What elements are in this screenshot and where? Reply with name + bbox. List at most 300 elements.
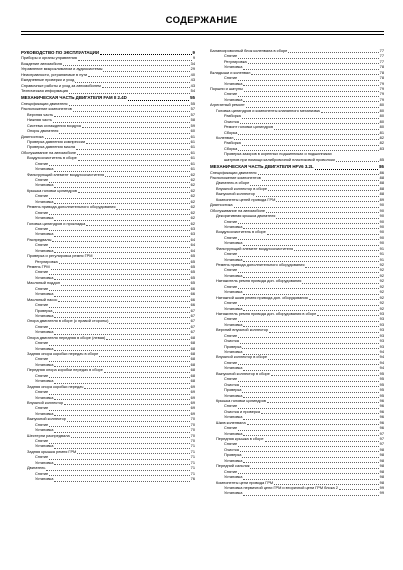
toc-dot-leader bbox=[238, 318, 378, 322]
toc-page-number: 62 bbox=[190, 198, 195, 204]
toc-dot-leader bbox=[49, 287, 189, 291]
toc-dot-leader bbox=[238, 285, 378, 289]
toc-dot-leader bbox=[71, 434, 190, 438]
toc-entry-title: Снятие bbox=[35, 302, 49, 308]
toc-entry-title: Система охлаждения воздуха bbox=[27, 122, 81, 128]
toc-entry-title: Снятие bbox=[35, 193, 49, 199]
toc-page-number: 66 bbox=[190, 302, 195, 308]
toc-page-number: 92 bbox=[379, 278, 384, 284]
toc-page-number: 43 bbox=[190, 77, 195, 83]
toc-page-number: 80 bbox=[379, 102, 384, 108]
toc-page-number: 90 bbox=[379, 213, 384, 219]
toc-page-number: 98 bbox=[379, 457, 384, 463]
toc-dot-leader bbox=[238, 236, 378, 240]
toc-dot-leader bbox=[54, 293, 189, 297]
toc-page-number: 62 bbox=[190, 177, 195, 183]
toc-entry-title: Разборка bbox=[224, 140, 241, 146]
toc-page-number: 69 bbox=[190, 400, 195, 405]
toc-dot-leader bbox=[49, 391, 189, 395]
toc-dot-leader bbox=[305, 264, 378, 268]
toc-page-number: 59 bbox=[190, 122, 195, 128]
toc-page-number: 94 bbox=[379, 349, 384, 355]
title-rule-top bbox=[21, 31, 384, 32]
toc-page-number: 88 bbox=[379, 175, 384, 181]
toc-page-number: 67 bbox=[190, 307, 195, 313]
toc-entry-title: Снятие bbox=[224, 425, 238, 431]
page-title: СОДЕРЖАНИЕ bbox=[165, 15, 238, 26]
toc-entry-title: Коленвал bbox=[216, 135, 234, 140]
toc-page-number: 69 bbox=[190, 383, 195, 389]
toc-entry-title: Установка bbox=[224, 272, 243, 278]
toc-entry-title: Двигатель bbox=[27, 465, 46, 471]
toc-entry-title: Обслуживание на автомобиле bbox=[21, 149, 77, 155]
toc-entry-title: Расположение компонентов bbox=[21, 106, 72, 112]
toc-page-number: 60 bbox=[190, 128, 195, 134]
toc-entry-title: Установка bbox=[224, 64, 243, 70]
toc-entry-title: Проверка bbox=[224, 343, 242, 349]
toc-page-number: 98 bbox=[379, 463, 384, 469]
toc-page-number: 68 bbox=[190, 345, 195, 351]
toc-entry-title: Передняя крышка в сборе bbox=[216, 436, 264, 442]
toc-entry bbox=[210, 197, 384, 202]
toc-dot-leader bbox=[242, 389, 378, 393]
toc-entry-title: Впускной коллектор в сборе bbox=[216, 354, 268, 360]
toc-page-number: 64 bbox=[190, 236, 195, 242]
toc-entry-title: Снятие bbox=[224, 218, 238, 224]
toc-entry-title: Снятие bbox=[35, 177, 49, 183]
toc-entry-title: Установка bbox=[224, 224, 243, 229]
toc-dot-leader bbox=[106, 336, 189, 340]
toc-dot-leader bbox=[49, 304, 189, 308]
toc-dot-leader bbox=[242, 115, 379, 119]
toc-page-number: 68 bbox=[190, 378, 195, 384]
toc-dot-leader bbox=[49, 374, 189, 378]
toc-dot-leader bbox=[78, 57, 192, 61]
toc-page-number: 93 bbox=[379, 321, 384, 327]
toc-entry-title: Выпускной коллектор bbox=[216, 191, 255, 197]
toc-page-number: 80 bbox=[379, 118, 384, 124]
toc-dot-leader bbox=[238, 443, 378, 447]
toc-entry bbox=[21, 460, 195, 465]
toc-page-number: 40 bbox=[190, 71, 195, 77]
toc-page-number: 91 bbox=[379, 251, 384, 257]
toc-page-number: 95 bbox=[379, 387, 384, 393]
toc-entry-title: Снятие bbox=[35, 285, 49, 291]
toc-entry-title: Опора двигателя передняя в сборе (левая) bbox=[27, 334, 106, 340]
toc-entry-title: Снятие bbox=[35, 340, 49, 346]
toc-entry bbox=[21, 88, 195, 93]
toc-entry-title: Установка bbox=[224, 256, 243, 262]
toc-entry-title: Установка bbox=[224, 365, 243, 371]
toc-dot-leader bbox=[84, 385, 189, 389]
toc-entry-title: Фильтрующий элемент воздухоочистителя bbox=[216, 245, 294, 251]
toc-entry-title: МЕХАНИЧЕСКАЯ ЧАСТЬ ДВИГАТЕЛЯ FAM II 2.4D bbox=[21, 95, 127, 101]
toc-dot-leader bbox=[82, 124, 190, 128]
toc-page-number: 70 bbox=[190, 432, 195, 438]
toc-dot-leader bbox=[267, 231, 379, 235]
toc-dot-leader bbox=[262, 177, 379, 181]
toc-dot-leader bbox=[243, 98, 378, 102]
toc-entry-title: Опоры двигателя bbox=[27, 128, 59, 134]
toc-dot-leader bbox=[58, 298, 189, 302]
toc-dot-leader bbox=[54, 396, 189, 400]
toc-page-number: 54 bbox=[190, 88, 195, 94]
toc-entry-title: Выпускной коллектор bbox=[27, 416, 66, 422]
toc-dot-leader bbox=[240, 383, 379, 387]
toc-dot-leader bbox=[76, 146, 190, 150]
toc-page-number: 80 bbox=[379, 124, 384, 130]
toc-entry-title: Снятие bbox=[35, 209, 49, 215]
toc-dot-leader bbox=[234, 136, 378, 140]
toc-entry-title: Декоративная крышка двигателя bbox=[216, 213, 276, 219]
toc-dot-leader bbox=[69, 102, 190, 106]
toc-dot-leader bbox=[258, 171, 379, 175]
toc-entry-title: Очистка bbox=[224, 118, 239, 124]
toc-dot-leader bbox=[250, 182, 378, 186]
toc-dot-leader bbox=[59, 260, 190, 264]
toc-page-number: 89 bbox=[379, 196, 384, 202]
toc-dot-leader bbox=[243, 82, 378, 86]
toc-dot-leader bbox=[49, 211, 189, 215]
toc-entry-title: шатунов при помощи калибровочной пластиковой проволоки bbox=[224, 156, 335, 162]
toc-page-number: 43 bbox=[190, 82, 195, 88]
toc-page-number: 62 bbox=[190, 193, 195, 199]
toc-entry-title: Установка bbox=[35, 345, 54, 351]
toc-page-number: 79 bbox=[379, 86, 384, 92]
toc-page-number: 97 bbox=[379, 441, 384, 447]
toc-page-number: 9 bbox=[192, 55, 195, 61]
toc-page-number: 92 bbox=[379, 300, 384, 306]
toc-page-number: 99 bbox=[379, 485, 384, 490]
toc-page-number: 67 bbox=[190, 323, 195, 329]
toc-dot-leader bbox=[240, 448, 379, 452]
toc-page-number: 93 bbox=[379, 332, 384, 338]
toc-entry-title: Масляный насос bbox=[27, 296, 58, 302]
toc-dot-leader bbox=[309, 296, 379, 300]
toc-page-number: 93 bbox=[379, 311, 384, 316]
toc-dot-leader bbox=[339, 486, 379, 490]
toc-page-number: 34 bbox=[190, 60, 195, 66]
toc-page-number: 61 bbox=[190, 144, 195, 150]
toc-page-number: 91 bbox=[379, 245, 384, 251]
toc-dot-leader bbox=[100, 51, 191, 55]
toc-page-number: 80 bbox=[379, 107, 384, 113]
toc-dot-leader bbox=[243, 432, 378, 436]
toc-dot-leader bbox=[238, 93, 378, 97]
toc-page-number: 61 bbox=[190, 166, 195, 172]
toc-entry-title: Снятие bbox=[224, 376, 238, 382]
toc-dot-leader bbox=[250, 465, 378, 469]
toc-page-number: 71 bbox=[190, 448, 195, 454]
toc-dot-leader bbox=[49, 440, 189, 444]
toc-page-number: 70 bbox=[190, 427, 195, 433]
toc-entry-title: Задняя крышка ремня ГРМ bbox=[27, 448, 77, 454]
toc-dot-leader bbox=[238, 427, 378, 431]
toc-page-number: 90 bbox=[379, 234, 384, 240]
toc-page-number: 71 bbox=[190, 454, 195, 460]
toc-dot-leader bbox=[49, 179, 189, 183]
toc-page-number: 95 bbox=[379, 376, 384, 382]
toc-page-number: 86 bbox=[379, 169, 384, 175]
toc-entry-title: Снятие bbox=[224, 300, 238, 306]
toc-dot-leader bbox=[238, 269, 378, 273]
toc-page-number: 90 bbox=[379, 218, 384, 224]
toc-entry-title: Установка bbox=[35, 378, 54, 384]
toc-entry-title: Установка bbox=[35, 476, 54, 482]
toc-page-number: 63 bbox=[190, 231, 195, 237]
toc-dot-leader bbox=[268, 356, 379, 360]
toc-entry-title: Расположение компонентов bbox=[210, 175, 261, 181]
toc-entry-title: Впускной коллектор bbox=[27, 400, 64, 405]
toc-dot-leader bbox=[49, 227, 189, 231]
toc-entry-title: Установка bbox=[35, 274, 54, 280]
toc-entry-title: Установка bbox=[35, 166, 54, 172]
toc-entry-title: Двигатель в сборе bbox=[216, 180, 250, 186]
toc-entry-title: Крышка головки цилиндров bbox=[27, 187, 77, 193]
toc-page-number: 93 bbox=[379, 316, 384, 322]
toc-entry-title: Натяжной шкив ремня привода доп. оборудования bbox=[216, 294, 308, 300]
toc-page-number: 69 bbox=[190, 405, 195, 411]
toc-page-number: 62 bbox=[190, 187, 195, 193]
toc-entry-title: Снятие bbox=[35, 405, 49, 411]
toc-entry-title: Ремень привода дополнительного оборудования bbox=[27, 204, 116, 210]
toc-page-number: 61 bbox=[190, 160, 195, 166]
toc-entry-title: Проверка bbox=[35, 307, 53, 313]
toc-page-number: 79 bbox=[379, 96, 384, 102]
toc-entry-title: Регулировка bbox=[35, 258, 58, 264]
toc-entry-title: Снятие bbox=[35, 160, 49, 166]
toc-entry-title: Снятие bbox=[224, 53, 238, 59]
toc-entry-title: Снятие bbox=[224, 316, 238, 322]
toc-entry-title: Нижняя часть bbox=[27, 117, 52, 123]
toc-entry-title: Передняя опора коробки передач в сборе bbox=[27, 367, 103, 373]
toc-page-number: 62 bbox=[190, 215, 195, 221]
toc-dot-leader bbox=[242, 345, 378, 349]
toc-dot-leader bbox=[78, 189, 190, 193]
toc-entry-title: Установка bbox=[35, 329, 54, 335]
toc-dot-leader bbox=[266, 209, 379, 213]
toc-entry-title: Установка bbox=[224, 349, 243, 355]
toc-dot-leader bbox=[238, 334, 378, 338]
toc-entry-title: Компоненты цепи привода ГРМ bbox=[216, 479, 274, 485]
toc-page-number: 92 bbox=[379, 283, 384, 289]
toc-entry-title: Проверка и регулировка ремня ГРМ bbox=[27, 253, 93, 259]
toc-page-number: 9 bbox=[192, 50, 195, 55]
toc-entry bbox=[210, 130, 384, 135]
toc-dot-leader bbox=[86, 222, 189, 226]
toc-entry-title: Ремонт головки цилиндров bbox=[224, 124, 274, 130]
toc-entry-title: Проверка давления компрессии bbox=[27, 139, 86, 144]
toc-page-number: 62 bbox=[190, 209, 195, 215]
toc-entry-title: Спецификации двигателя bbox=[21, 100, 68, 106]
toc-entry-title: Установка bbox=[35, 231, 54, 237]
toc-page-number: 83 bbox=[379, 145, 384, 151]
toc-dot-leader bbox=[302, 280, 378, 284]
toc-entry-title: Неисправности, устраняемые в пути bbox=[21, 71, 88, 77]
toc-entry-title: Снятие bbox=[35, 372, 49, 378]
toc-dot-leader bbox=[49, 423, 189, 427]
toc-entry-title: Установка bbox=[224, 414, 243, 420]
toc-dot-leader bbox=[248, 60, 379, 64]
toc-page-number: 88 bbox=[379, 180, 384, 186]
toc-dot-leader bbox=[49, 244, 189, 248]
toc-entry bbox=[21, 476, 195, 481]
toc-entry-title: Очистка bbox=[224, 381, 239, 387]
toc-dot-leader bbox=[59, 130, 189, 134]
toc-page-number: 77 bbox=[379, 48, 384, 53]
toc-page-number: 96 bbox=[379, 403, 384, 409]
toc-page-number: 68 bbox=[190, 340, 195, 346]
toc-page-number: 98 bbox=[379, 446, 384, 452]
toc-entry-title: Распредвалы bbox=[27, 236, 52, 242]
toc-page-number: 98 bbox=[379, 452, 384, 458]
toc-entry-title: Впускной коллектор в сборе bbox=[216, 185, 268, 191]
toc-page-number: 71 bbox=[190, 459, 195, 465]
toc-dot-leader bbox=[269, 329, 379, 333]
toc-page-number: 78 bbox=[379, 69, 384, 75]
toc-entry-title: Установка bbox=[224, 96, 243, 102]
toc-entry-title: Установка bbox=[35, 361, 54, 367]
toc-dot-leader bbox=[238, 470, 378, 474]
toc-entry bbox=[210, 157, 384, 162]
toc-page-number: 29 bbox=[190, 66, 195, 72]
toc-page-number: 93 bbox=[379, 338, 384, 344]
toc-entry-title: Снятие bbox=[35, 438, 49, 444]
toc-dot-leader bbox=[53, 309, 189, 313]
toc-entry-title: Диагностика bbox=[210, 202, 233, 208]
toc-page-number: 65 bbox=[190, 280, 195, 286]
toc-page-number: 98 bbox=[379, 474, 384, 480]
toc-dot-leader bbox=[243, 492, 378, 496]
toc-dot-leader bbox=[242, 454, 378, 458]
toc-page-number: 69 bbox=[190, 394, 195, 400]
toc-entry-title: Вкладыши и коленвал bbox=[210, 69, 251, 75]
toc-entry-title: Проверка зазоров в коренных подшипниках и подшипниках bbox=[224, 151, 332, 157]
toc-page-number: 66 bbox=[190, 296, 195, 302]
toc-dot-leader bbox=[317, 312, 378, 316]
toc-dot-leader bbox=[288, 49, 378, 53]
toc-page-number: 69 bbox=[190, 389, 195, 395]
toc-entry-title: МЕХАНИЧЕСКАЯ ЧАСТЬ ДВИГАТЕЛЯ HFV6 3.2L bbox=[210, 164, 314, 170]
toc-dot-leader bbox=[49, 472, 189, 476]
toc-page-number: 92 bbox=[379, 267, 384, 273]
title-rule-bottom bbox=[21, 34, 384, 35]
toc-entry-title: Установка bbox=[35, 459, 54, 465]
toc-page-number: 95 bbox=[379, 392, 384, 398]
toc-page-number: 70 bbox=[190, 438, 195, 444]
toc-entry-title: Управление микроклиматом и аудиосистемы bbox=[21, 66, 103, 72]
toc-page-number: 62 bbox=[190, 220, 195, 226]
toc-page-number: 68 bbox=[190, 372, 195, 378]
toc-dot-leader bbox=[265, 438, 379, 442]
toc-dot-leader bbox=[238, 378, 378, 382]
toc-dot-leader bbox=[238, 220, 378, 224]
toc-page-number: 98 bbox=[379, 479, 384, 485]
toc-dot-leader bbox=[73, 108, 190, 112]
toc-dot-leader bbox=[116, 206, 189, 210]
toc-page-number: 82 bbox=[379, 135, 384, 140]
toc-page-number: 90 bbox=[379, 224, 384, 229]
toc-page-number: 95 bbox=[379, 381, 384, 387]
toc-dot-leader bbox=[274, 126, 379, 130]
toc-page-number: 65 bbox=[190, 274, 195, 280]
toc-page-number: 77 bbox=[379, 58, 384, 64]
toc-dot-leader bbox=[49, 271, 189, 275]
toc-entry-title: Вождение автомобиля bbox=[21, 60, 62, 66]
toc-entry-title: Снятие bbox=[224, 359, 238, 365]
toc-dot-leader bbox=[49, 407, 189, 411]
toc-entry-title: Ремень ГРМ bbox=[27, 264, 50, 270]
toc-entry-title: Очистка и проверка bbox=[224, 408, 260, 414]
toc-entry-title: Установка bbox=[224, 80, 243, 86]
toc-dot-leader bbox=[247, 421, 379, 425]
toc-page-number: 95 bbox=[379, 370, 384, 376]
toc-dot-leader bbox=[238, 77, 378, 81]
toc-page-number: 88 bbox=[379, 191, 384, 197]
toc-page-number: 86 bbox=[379, 164, 384, 170]
toc-entry-title: Установка bbox=[224, 321, 243, 327]
toc-entry-title: Установка bbox=[35, 313, 54, 318]
toc-dot-leader bbox=[64, 401, 190, 405]
toc-dot-leader bbox=[49, 162, 189, 166]
toc-entry-title: Проверка bbox=[224, 387, 242, 393]
toc-entry-title: Балансировочный блок коленвала в сборе bbox=[210, 48, 288, 53]
toc-entry-title: Очистка bbox=[224, 446, 239, 452]
toc-dot-leader bbox=[276, 215, 378, 219]
toc-page-number: 68 bbox=[190, 334, 195, 340]
toc-page-number: 58 bbox=[190, 117, 195, 123]
toc-dot-leader bbox=[315, 166, 379, 170]
toc-entry-title: Установка первичной цепи ГРМ и вторичной цепи ГРМ блока 2 bbox=[224, 485, 338, 490]
toc-dot-leader bbox=[238, 55, 378, 59]
toc-dot-leader bbox=[52, 238, 189, 242]
toc-page-number: 99 bbox=[379, 490, 384, 496]
toc-page-number: 96 bbox=[379, 419, 384, 425]
toc-page-number: 68 bbox=[190, 361, 195, 367]
toc-dot-leader bbox=[243, 66, 378, 70]
toc-dot-leader bbox=[49, 195, 189, 199]
toc-page-number: 67 bbox=[190, 329, 195, 335]
toc-dot-leader bbox=[240, 340, 379, 344]
toc-entry-title: Головка цилиндров и компоненты клапанного механизма bbox=[216, 107, 320, 113]
toc-page-number: 92 bbox=[379, 272, 384, 278]
toc-dot-leader bbox=[54, 461, 189, 465]
toc-page-number: 61 bbox=[190, 155, 195, 161]
toc-entry-title: Поршни и шатуны bbox=[210, 86, 243, 92]
toc-dot-leader bbox=[61, 282, 190, 286]
toc-page-number: 82 bbox=[379, 140, 384, 146]
toc-page-number: 70 bbox=[190, 421, 195, 427]
toc-page-number: 66 bbox=[190, 291, 195, 297]
toc-page-number: 68 bbox=[190, 367, 195, 373]
toc-page-number: 96 bbox=[379, 408, 384, 414]
toc-page-number: 61 bbox=[190, 133, 195, 139]
toc-page-number: 92 bbox=[379, 294, 384, 300]
toc-dot-leader bbox=[261, 410, 379, 414]
toc-page-number: 92 bbox=[379, 262, 384, 268]
toc-dot-leader bbox=[103, 68, 189, 72]
toc-entry-title: Агрегатный ремонт bbox=[210, 102, 245, 108]
toc-entry-title: Выпускной коллектор в сборе bbox=[216, 370, 270, 376]
toc-page-number: 93 bbox=[379, 343, 384, 349]
toc-page-number: 76 bbox=[190, 476, 195, 482]
toc-entry-title: Установка bbox=[35, 247, 54, 253]
toc-page-number: 93 bbox=[379, 327, 384, 333]
toc-page-number: 96 bbox=[379, 414, 384, 420]
toc-entry-title: Установка bbox=[224, 240, 243, 246]
toc-page-number: 96 bbox=[379, 398, 384, 403]
toc-entry-title: Снятие bbox=[224, 332, 238, 338]
